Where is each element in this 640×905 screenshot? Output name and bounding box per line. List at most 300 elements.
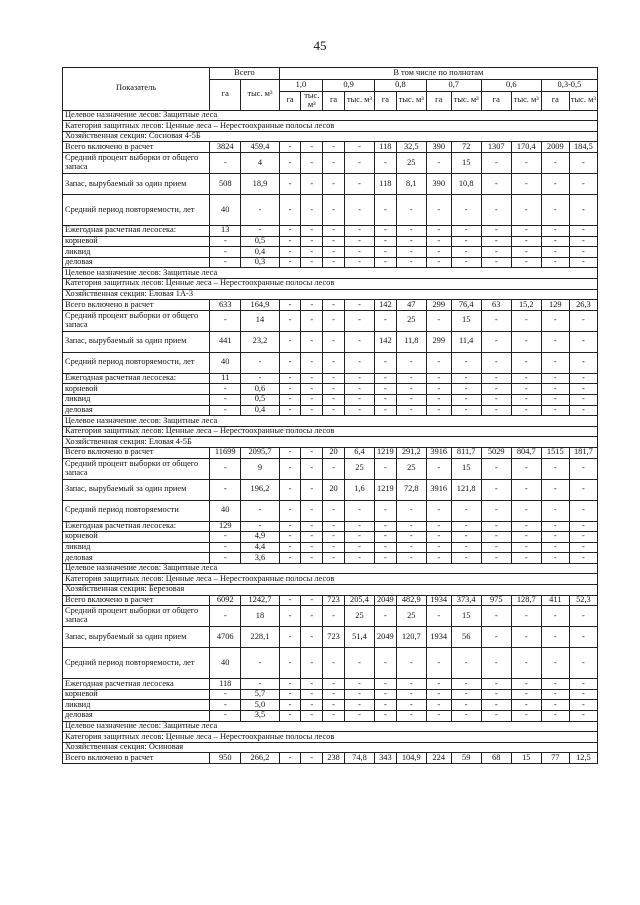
table-cell: - bbox=[323, 405, 345, 416]
table-cell: - bbox=[569, 532, 597, 543]
table-row bbox=[63, 627, 598, 648]
table-cell: - bbox=[396, 236, 426, 247]
table-cell: - bbox=[323, 500, 345, 521]
table-cell: 15 bbox=[451, 606, 481, 627]
table-cell: 3,5 bbox=[241, 711, 279, 722]
table-cell: - bbox=[374, 532, 396, 543]
table-cell: - bbox=[569, 257, 597, 268]
table-cell: - bbox=[426, 711, 451, 722]
table-cell: - bbox=[396, 384, 426, 395]
table-cell: - bbox=[279, 394, 301, 405]
table-cell: - bbox=[279, 352, 301, 373]
table-cell: - bbox=[344, 373, 374, 384]
table-cell: - bbox=[541, 458, 569, 479]
table-cell: - bbox=[323, 458, 345, 479]
table-cell: - bbox=[396, 373, 426, 384]
table-cell: - bbox=[279, 627, 301, 648]
table-cell: - bbox=[451, 553, 481, 564]
table-cell: - bbox=[481, 648, 511, 679]
table-cell: - bbox=[301, 153, 323, 174]
table-cell: - bbox=[451, 700, 481, 711]
table-cell: - bbox=[344, 174, 374, 195]
table-cell: - bbox=[374, 153, 396, 174]
table-row bbox=[63, 352, 598, 373]
table-cell: - bbox=[344, 310, 374, 331]
table-cell: - bbox=[301, 352, 323, 373]
table-cell: - bbox=[481, 352, 511, 373]
table-row bbox=[63, 458, 598, 479]
table-cell: - bbox=[396, 226, 426, 237]
table-cell: - bbox=[451, 257, 481, 268]
table-cell: 40 bbox=[210, 500, 241, 521]
table-cell: - bbox=[511, 627, 541, 648]
table-cell: 52,3 bbox=[569, 595, 597, 606]
table-cell: 1515 bbox=[541, 447, 569, 458]
table-cell: - bbox=[541, 394, 569, 405]
table-row bbox=[63, 606, 598, 627]
table-cell: - bbox=[279, 226, 301, 237]
table-cell: - bbox=[541, 153, 569, 174]
table-cell: - bbox=[541, 711, 569, 722]
table-cell: 508 bbox=[210, 174, 241, 195]
table-cell: - bbox=[511, 373, 541, 384]
protection-category-label: Категория защитных лесов: Ценные леса – Нерестоохранные полосы лесов bbox=[63, 732, 598, 743]
table-cell: - bbox=[301, 394, 323, 405]
table-cell: - bbox=[481, 700, 511, 711]
total-ha-header: га bbox=[210, 80, 241, 111]
table-cell: - bbox=[511, 606, 541, 627]
table-cell: - bbox=[301, 753, 323, 764]
table-cell: 2009 bbox=[541, 142, 569, 153]
table-cell: - bbox=[279, 195, 301, 226]
section-header-row bbox=[63, 742, 598, 753]
table-row bbox=[63, 500, 598, 521]
table-row bbox=[63, 142, 598, 153]
table-cell: 56 bbox=[451, 627, 481, 648]
row-label: Средний процент выборки от общего запаса bbox=[63, 153, 210, 174]
table-cell: 15 bbox=[451, 310, 481, 331]
table-cell: - bbox=[301, 500, 323, 521]
table-cell: 411 bbox=[541, 595, 569, 606]
table-cell: - bbox=[210, 689, 241, 700]
table-cell: - bbox=[569, 479, 597, 500]
table-cell: - bbox=[426, 257, 451, 268]
table-cell: 128,7 bbox=[511, 595, 541, 606]
table-cell: - bbox=[344, 195, 374, 226]
table-cell: - bbox=[210, 257, 241, 268]
table-cell: - bbox=[323, 521, 345, 532]
row-label: Средний период повторяемости, лет bbox=[63, 648, 210, 679]
table-cell: - bbox=[210, 542, 241, 553]
table-cell: - bbox=[344, 500, 374, 521]
table-cell: - bbox=[323, 142, 345, 153]
table-cell: 25 bbox=[344, 606, 374, 627]
target-purpose-label: Целевое назначение лесов: Защитные леса bbox=[63, 721, 598, 732]
table-row bbox=[63, 394, 598, 405]
table-cell: 13 bbox=[210, 226, 241, 237]
target-purpose-label: Целевое назначение лесов: Защитные леса bbox=[63, 110, 598, 121]
table-cell: - bbox=[481, 384, 511, 395]
table-cell: - bbox=[481, 153, 511, 174]
table-cell: - bbox=[279, 606, 301, 627]
table-cell: - bbox=[323, 648, 345, 679]
table-cell: 5,0 bbox=[241, 700, 279, 711]
table-cell: 0,3 bbox=[241, 257, 279, 268]
table-cell: - bbox=[481, 257, 511, 268]
table-cell: - bbox=[541, 247, 569, 258]
row-label: деловая bbox=[63, 711, 210, 722]
row-label: деловая bbox=[63, 405, 210, 416]
table-body bbox=[63, 110, 598, 763]
table-cell: - bbox=[426, 553, 451, 564]
table-cell: - bbox=[279, 479, 301, 500]
table-cell: - bbox=[301, 458, 323, 479]
table-cell: - bbox=[323, 679, 345, 690]
table-cell: - bbox=[481, 553, 511, 564]
row-label: Средний процент выборки от общего запаса bbox=[63, 458, 210, 479]
total-header: Всего bbox=[210, 68, 279, 80]
protection-category-label: Категория защитных лесов: Ценные леса – Нерестоохранные полосы лесов bbox=[63, 278, 598, 289]
table-cell: 299 bbox=[426, 300, 451, 311]
table-cell: - bbox=[301, 542, 323, 553]
table-cell: - bbox=[481, 247, 511, 258]
table-cell: 4,4 bbox=[241, 542, 279, 553]
table-cell: - bbox=[374, 394, 396, 405]
ha-header: га bbox=[374, 92, 396, 111]
table-cell: - bbox=[511, 521, 541, 532]
table-cell: 120,7 bbox=[396, 627, 426, 648]
table-cell: - bbox=[396, 648, 426, 679]
table-row bbox=[63, 405, 598, 416]
ha-header: га bbox=[279, 92, 301, 111]
table-cell: 975 bbox=[481, 595, 511, 606]
m3-header: тыс. м³ bbox=[396, 92, 426, 111]
table-cell: - bbox=[241, 226, 279, 237]
table-cell: - bbox=[279, 521, 301, 532]
table-cell: - bbox=[374, 310, 396, 331]
table-cell: - bbox=[569, 394, 597, 405]
table-cell: - bbox=[541, 405, 569, 416]
table-cell: - bbox=[481, 331, 511, 352]
table-cell: - bbox=[344, 142, 374, 153]
table-cell: - bbox=[344, 394, 374, 405]
table-cell: 196,2 bbox=[241, 479, 279, 500]
table-cell: - bbox=[451, 711, 481, 722]
table-row bbox=[63, 153, 598, 174]
table-cell: - bbox=[569, 689, 597, 700]
table-cell: - bbox=[241, 352, 279, 373]
table-cell: - bbox=[569, 500, 597, 521]
section-header-row bbox=[63, 437, 598, 448]
m3-header: тыс. м³ bbox=[511, 92, 541, 111]
table-cell: - bbox=[481, 679, 511, 690]
table-cell: - bbox=[323, 373, 345, 384]
table-cell: - bbox=[301, 700, 323, 711]
table-row bbox=[63, 447, 598, 458]
table-cell: 238 bbox=[323, 753, 345, 764]
table-cell: 118 bbox=[374, 174, 396, 195]
table-cell: 804,7 bbox=[511, 447, 541, 458]
table-cell: - bbox=[569, 542, 597, 553]
table-cell: - bbox=[481, 606, 511, 627]
table-cell: 11699 bbox=[210, 447, 241, 458]
ha-header: га bbox=[323, 92, 345, 111]
table-cell: 15 bbox=[451, 458, 481, 479]
table-cell: - bbox=[481, 458, 511, 479]
table-cell: - bbox=[344, 521, 374, 532]
row-label: Всего включено в расчет bbox=[63, 300, 210, 311]
table-cell: - bbox=[301, 648, 323, 679]
table-cell: 3916 bbox=[426, 479, 451, 500]
density-header: 0,7 bbox=[426, 80, 481, 92]
table-cell: - bbox=[374, 679, 396, 690]
table-cell: 40 bbox=[210, 648, 241, 679]
table-cell: 9 bbox=[241, 458, 279, 479]
table-cell: - bbox=[279, 532, 301, 543]
table-cell: - bbox=[541, 606, 569, 627]
table-cell: 170,4 bbox=[511, 142, 541, 153]
table-cell: 72 bbox=[451, 142, 481, 153]
table-cell: 25 bbox=[396, 310, 426, 331]
row-label: Всего включено в расчет bbox=[63, 595, 210, 606]
table-cell: - bbox=[426, 236, 451, 247]
table-cell: 23,2 bbox=[241, 331, 279, 352]
total-m3-header: тыс. м³ bbox=[241, 80, 279, 111]
table-cell: - bbox=[374, 689, 396, 700]
table-cell: - bbox=[279, 679, 301, 690]
table-cell: - bbox=[301, 711, 323, 722]
table-cell: - bbox=[569, 384, 597, 395]
table-cell: - bbox=[279, 373, 301, 384]
table-cell: - bbox=[374, 500, 396, 521]
table-cell: 482,9 bbox=[396, 595, 426, 606]
table-cell: - bbox=[481, 521, 511, 532]
table-cell: - bbox=[511, 700, 541, 711]
table-row bbox=[63, 711, 598, 722]
table-cell: - bbox=[511, 542, 541, 553]
table-cell: 1934 bbox=[426, 595, 451, 606]
table-cell: - bbox=[511, 532, 541, 543]
table-cell: - bbox=[511, 405, 541, 416]
table-cell: - bbox=[344, 532, 374, 543]
table-cell: - bbox=[396, 689, 426, 700]
table-cell: - bbox=[344, 236, 374, 247]
table-cell: - bbox=[426, 700, 451, 711]
table-cell: - bbox=[374, 553, 396, 564]
row-label: Средний период повторяемости, лет bbox=[63, 195, 210, 226]
table-cell: - bbox=[511, 226, 541, 237]
table-cell: 51,4 bbox=[344, 627, 374, 648]
table-row bbox=[63, 247, 598, 258]
table-cell: - bbox=[301, 373, 323, 384]
table-cell: 18,9 bbox=[241, 174, 279, 195]
row-label: корневой bbox=[63, 532, 210, 543]
table-cell: 72,8 bbox=[396, 479, 426, 500]
m3-header: тыс. м³ bbox=[344, 92, 374, 111]
table-cell: 129 bbox=[541, 300, 569, 311]
table-cell: 1219 bbox=[374, 479, 396, 500]
table-cell: - bbox=[541, 226, 569, 237]
table-cell: - bbox=[481, 394, 511, 405]
table-cell: - bbox=[541, 310, 569, 331]
table-cell: 0,5 bbox=[241, 236, 279, 247]
table-cell: 950 bbox=[210, 753, 241, 764]
table-cell: 76,4 bbox=[451, 300, 481, 311]
table-cell: - bbox=[323, 257, 345, 268]
table-cell: - bbox=[511, 236, 541, 247]
row-label: Всего включено в расчет bbox=[63, 447, 210, 458]
table-cell: - bbox=[323, 226, 345, 237]
table-cell: - bbox=[279, 142, 301, 153]
row-label: ликвид bbox=[63, 394, 210, 405]
table-cell: - bbox=[481, 532, 511, 543]
table-cell: - bbox=[301, 553, 323, 564]
table-cell: - bbox=[481, 689, 511, 700]
table-cell: - bbox=[511, 689, 541, 700]
table-cell: - bbox=[301, 679, 323, 690]
table-cell: - bbox=[396, 195, 426, 226]
table-cell: - bbox=[323, 532, 345, 543]
table-cell: - bbox=[374, 226, 396, 237]
table-cell: - bbox=[323, 542, 345, 553]
table-cell: - bbox=[279, 689, 301, 700]
table-cell: 6,4 bbox=[344, 447, 374, 458]
table-cell: - bbox=[569, 553, 597, 564]
density-header: 0,6 bbox=[481, 80, 541, 92]
table-cell: - bbox=[511, 257, 541, 268]
table-cell: 2049 bbox=[374, 595, 396, 606]
table-cell: 26,3 bbox=[569, 300, 597, 311]
protection-category-label: Категория защитных лесов: Ценные леса – Нерестоохранные полосы лесов bbox=[63, 574, 598, 585]
table-cell: - bbox=[344, 226, 374, 237]
table-cell: - bbox=[323, 174, 345, 195]
row-label: корневой bbox=[63, 236, 210, 247]
table-cell: - bbox=[426, 521, 451, 532]
table-row bbox=[63, 553, 598, 564]
table-cell: - bbox=[541, 257, 569, 268]
table-cell: 205,4 bbox=[344, 595, 374, 606]
table-cell: - bbox=[451, 195, 481, 226]
table-cell: - bbox=[481, 373, 511, 384]
economic-section-label: Хозяйственная секция: Сосновая 4-5Б bbox=[63, 131, 598, 142]
table-cell: - bbox=[481, 500, 511, 521]
table-cell: - bbox=[426, 648, 451, 679]
section-header-row bbox=[63, 278, 598, 289]
table-cell: 6092 bbox=[210, 595, 241, 606]
table-cell: - bbox=[323, 606, 345, 627]
row-label: Запас, вырубаемый за один прием bbox=[63, 627, 210, 648]
table-cell: 164,9 bbox=[241, 300, 279, 311]
section-header-row bbox=[63, 268, 598, 279]
row-label: деловая bbox=[63, 553, 210, 564]
table-row bbox=[63, 257, 598, 268]
table-cell: - bbox=[374, 458, 396, 479]
table-row bbox=[63, 542, 598, 553]
table-row bbox=[63, 236, 598, 247]
row-label: Средний период повторяемости, лет bbox=[63, 352, 210, 373]
table-cell: - bbox=[481, 711, 511, 722]
table-cell: 811,7 bbox=[451, 447, 481, 458]
table-cell: 184,5 bbox=[569, 142, 597, 153]
table-cell: - bbox=[210, 153, 241, 174]
table-cell: 68 bbox=[481, 753, 511, 764]
table-cell: - bbox=[541, 553, 569, 564]
target-purpose-label: Целевое назначение лесов: Защитные леса bbox=[63, 416, 598, 427]
table-cell: - bbox=[323, 153, 345, 174]
table-cell: 11,8 bbox=[396, 331, 426, 352]
table-cell: - bbox=[511, 195, 541, 226]
table-cell: - bbox=[481, 174, 511, 195]
table-cell: - bbox=[569, 373, 597, 384]
table-cell: - bbox=[279, 753, 301, 764]
table-cell: - bbox=[344, 689, 374, 700]
table-cell: - bbox=[279, 700, 301, 711]
table-cell: - bbox=[279, 257, 301, 268]
table-cell: - bbox=[344, 648, 374, 679]
table-cell: - bbox=[301, 226, 323, 237]
table-cell: - bbox=[511, 458, 541, 479]
density-header: 0,9 bbox=[323, 80, 375, 92]
table-cell: - bbox=[511, 479, 541, 500]
table-cell: - bbox=[241, 500, 279, 521]
row-label: Средний процент выборки от общего запаса bbox=[63, 310, 210, 331]
table-cell: - bbox=[541, 174, 569, 195]
table-cell: - bbox=[210, 532, 241, 543]
target-purpose-label: Целевое назначение лесов: Защитные леса bbox=[63, 268, 598, 279]
table-cell: 8,1 bbox=[396, 174, 426, 195]
table-cell: - bbox=[481, 195, 511, 226]
table-cell: 47 bbox=[396, 300, 426, 311]
table-cell: - bbox=[210, 236, 241, 247]
table-cell: - bbox=[396, 542, 426, 553]
table-cell: 142 bbox=[374, 300, 396, 311]
table-cell: - bbox=[210, 606, 241, 627]
table-cell: - bbox=[511, 310, 541, 331]
table-cell: - bbox=[301, 521, 323, 532]
indicator-header: Показатель bbox=[63, 68, 210, 111]
economic-section-label: Хозяйственная секция: Еловая 1А-3 bbox=[63, 289, 598, 300]
table-cell: 25 bbox=[396, 606, 426, 627]
table-row bbox=[63, 700, 598, 711]
row-label: Средний процент выборки от общего запаса bbox=[63, 606, 210, 627]
table-cell: - bbox=[511, 174, 541, 195]
m3-header: тыс. м³ bbox=[569, 92, 597, 111]
table-cell: 12,5 bbox=[569, 753, 597, 764]
table-cell: - bbox=[344, 405, 374, 416]
table-cell: - bbox=[374, 606, 396, 627]
table-cell: 299 bbox=[426, 331, 451, 352]
table-cell: 2095,7 bbox=[241, 447, 279, 458]
table-cell: - bbox=[511, 500, 541, 521]
table-cell: - bbox=[569, 521, 597, 532]
table-cell: - bbox=[541, 195, 569, 226]
density-header: 0,8 bbox=[374, 80, 426, 92]
table-cell: - bbox=[569, 310, 597, 331]
table-cell: 390 bbox=[426, 142, 451, 153]
table-cell: - bbox=[426, 606, 451, 627]
table-cell: - bbox=[426, 458, 451, 479]
table-cell: - bbox=[569, 153, 597, 174]
table-cell: - bbox=[569, 700, 597, 711]
table-cell: - bbox=[344, 352, 374, 373]
table-cell: - bbox=[301, 689, 323, 700]
table-cell: - bbox=[511, 711, 541, 722]
table-cell: - bbox=[426, 542, 451, 553]
table-cell: - bbox=[301, 195, 323, 226]
table-cell: - bbox=[279, 458, 301, 479]
table-cell: - bbox=[279, 384, 301, 395]
section-header-row bbox=[63, 121, 598, 132]
